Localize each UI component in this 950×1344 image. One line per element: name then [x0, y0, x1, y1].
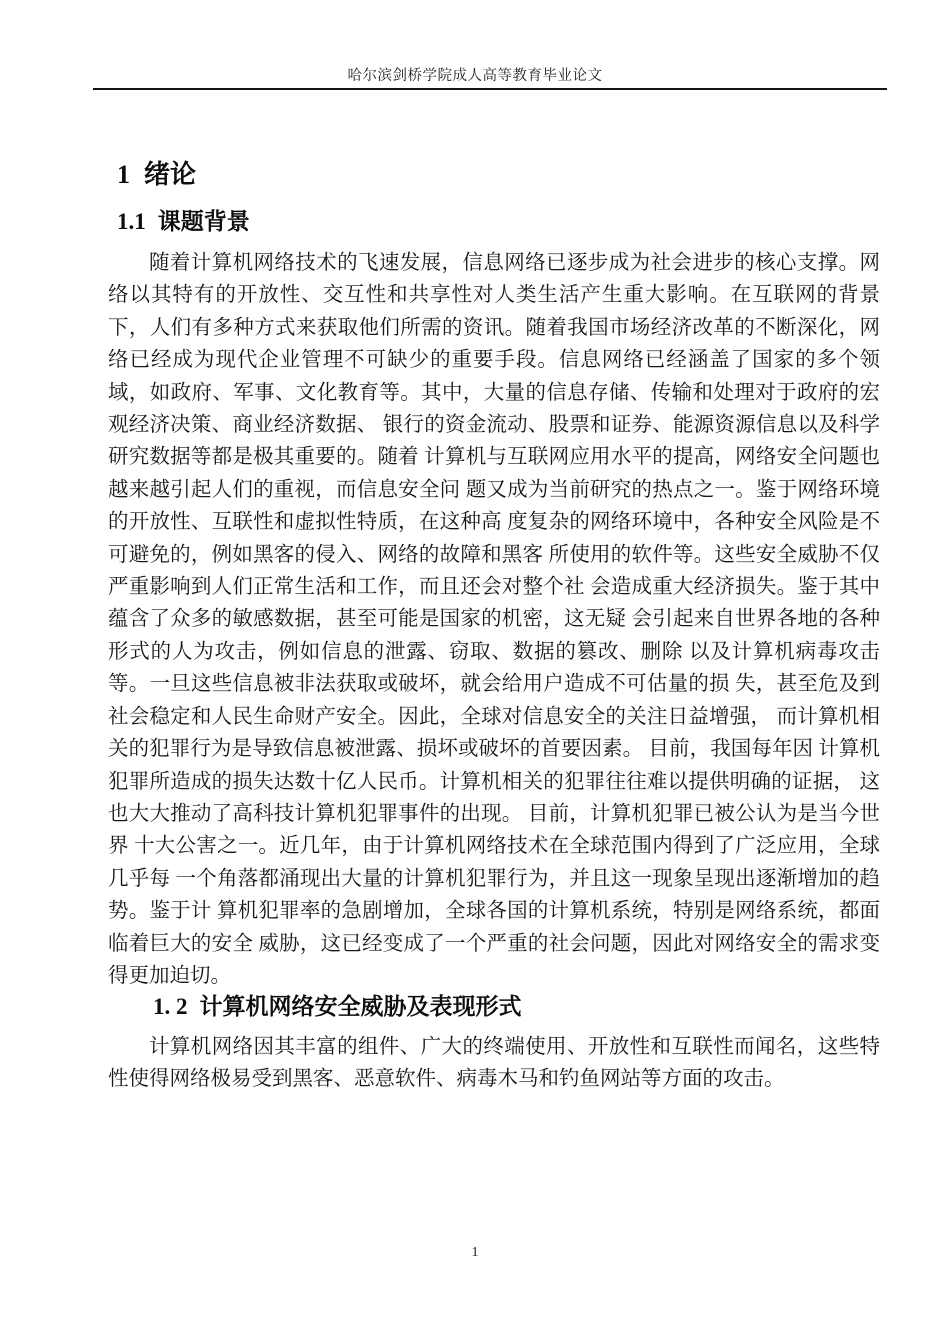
running-header-text: 哈尔滨剑桥学院成人高等教育毕业论文 [347, 68, 603, 84]
section-1-2-title: 计算机网络安全威胁及表现形式 [199, 993, 522, 1019]
chapter-heading [117, 154, 196, 191]
section-1-2-paragraph: 计算机网络因其丰富的组件、广大的终端使用、开放性和互联性而闻名，这些特性使得网络极易受到黑客、恶意软件、病毒木马和钓鱼网站等方面的攻击。 [108, 1036, 880, 1091]
chapter-number: 1 [117, 160, 130, 189]
section-heading-1-1 [117, 203, 250, 236]
section-1-1-paragraph: 随着计算机网络技术的飞速发展，信息网络已逐步成为社会进步的核心支撑。网络以其特有的开放性、交互性和共享性对人类生活产生重大影响。在互联网的背景下，人们有多种方式来获取他们所需的资讯。随着我国市场经济改革的不断深化，网络已经成为现代企业管理不可缺少的重要手段。信息网络已经涵盖了国家的多个领域，如政府、军事、文化教育等。其中，大量的信息存储、传输和处理对于政府的宏观经济决策、商业经济数据、 银行的资金流动、股票和证券、能源资源信息以及科学研究数据等都是极其重要的。随着 计算机与互联网应用水平的提高，网络安全问题也越来越引起人们的重视，而信息安全问 题又成为当前研究的热点之一。鉴于网络环境的开放性、互联性和虚拟性特质，在这种高 度复杂的网络环境中，各种安全风险是不可避免的，例如黑客的侵入、网络的故障和黑客 所使用的软件等。这些安全威胁不仅严重影响到人们正常生活和工作，而且还会对整个社 会造成重大经济损失。鉴于其中蕴含了众多的敏感数据，甚至可能是国家的机密，这无疑 会引起来自世界各地的各种形式的人为攻击，例如信息的泄露、窃取、数据的篡改、删除 以及计算机病毒攻击等。一旦这些信息被非法获取或破坏，就会给用户造成不可估量的损 失，甚至危及到社会稳定和人民生命财产安全。因此，全球对信息安全的关注日益增强， 而计算机相关的犯罪行为是导致信息被泄露、损坏或破坏的首要因素。 目前，我国每年因 计算机犯罪所造成的损失达数十亿人民币。计算机相关的犯罪往往难以提供明确的证据， 这也大大推动了高科技计算机犯罪事件的出现。 目前，计算机犯罪已被公认为是当今世界 十大公害之一。近几年，由于计算机网络技术在全球范围内得到了广泛应用，全球几乎每 一个角落都涌现出大量的计算机犯罪行为，并且这一现象呈现出逐渐增加的趋势。鉴于计 算机犯罪率的急剧增加，全球各国的计算机系统，特别是网络系统，都面临着巨大的安全 威胁，这已经变成了一个严重的社会问题，因此对网络安全的需求变得更加迫切。 [108, 252, 880, 987]
section-1-2-number: 1. 2 [153, 994, 188, 1019]
section-heading-1-2 [153, 988, 522, 1021]
page-number: 1 [471, 1245, 479, 1260]
section-1-1-number: 1.1 [117, 209, 146, 234]
chapter-title: 绪论 [144, 159, 197, 189]
section-1-1-title: 课题背景 [157, 208, 250, 234]
header-rule [93, 88, 887, 90]
